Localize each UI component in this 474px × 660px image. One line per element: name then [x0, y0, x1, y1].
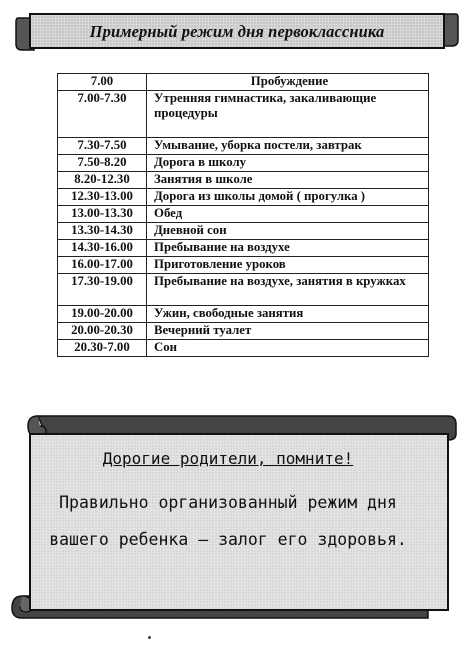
activity-cell: Вечерний туалет — [147, 323, 429, 340]
activity-cell: Умывание, уборка постели, завтрак — [147, 138, 429, 155]
table-row — [58, 340, 429, 357]
table-row — [58, 257, 429, 274]
notice-heading: Дорогие родители, помните! — [102, 449, 354, 468]
activity-cell: Дневной сон — [147, 223, 429, 240]
table-row — [58, 240, 429, 257]
parents-notice-scroll — [8, 412, 458, 622]
activity-cell: Пробуждение — [147, 74, 429, 91]
activity-cell: Пребывание на воздухе — [147, 240, 429, 257]
daily-schedule-table — [57, 73, 429, 357]
activity-cell: Сон — [147, 340, 429, 357]
table-row — [58, 206, 429, 223]
table-row — [58, 74, 429, 91]
activity-cell: Ужин, свободные занятия — [147, 306, 429, 323]
page-title: Примерный режим дня первоклассника — [89, 22, 385, 41]
table-row — [58, 172, 429, 189]
table-row — [58, 274, 429, 306]
speck-mark — [148, 636, 151, 639]
notice-body: Правильно организованный режим дня вашего ребенка – залог его здоровья. — [49, 493, 407, 549]
activity-cell: Дорога в школу — [147, 155, 429, 172]
activity-cell: Обед — [147, 206, 429, 223]
activity-cell: Дорога из школы домой ( прогулка ) — [147, 189, 429, 206]
time-cell: 14.30-16.00 — [58, 240, 147, 257]
table-row — [58, 223, 429, 240]
table-row — [58, 91, 429, 138]
time-cell: 12.30-13.00 — [58, 189, 147, 206]
table-row — [58, 155, 429, 172]
time-cell: 19.00-20.00 — [58, 306, 147, 323]
title-banner — [14, 10, 460, 54]
time-cell: 16.00-17.00 — [58, 257, 147, 274]
time-cell: 7.50-8.20 — [58, 155, 147, 172]
table-row — [58, 189, 429, 206]
time-cell: 20.00-20.30 — [58, 323, 147, 340]
activity-cell: Утренняя гимнастика, закаливающие процедуры — [147, 91, 429, 138]
activity-cell: Пребывание на воздухе, занятия в кружках — [147, 274, 429, 306]
time-cell: 13.00-13.30 — [58, 206, 147, 223]
time-cell: 17.30-19.00 — [58, 274, 147, 306]
activity-cell: Занятия в школе — [147, 172, 429, 189]
time-cell: 13.30-14.30 — [58, 223, 147, 240]
time-cell: 7.00-7.30 — [58, 91, 147, 138]
time-cell: 7.00 — [58, 74, 147, 91]
activity-cell: Приготовление уроков — [147, 257, 429, 274]
time-cell: 20.30-7.00 — [58, 340, 147, 357]
time-cell: 8.20-12.30 — [58, 172, 147, 189]
time-cell: 7.30-7.50 — [58, 138, 147, 155]
table-row — [58, 306, 429, 323]
table-row — [58, 138, 429, 155]
table-row — [58, 323, 429, 340]
